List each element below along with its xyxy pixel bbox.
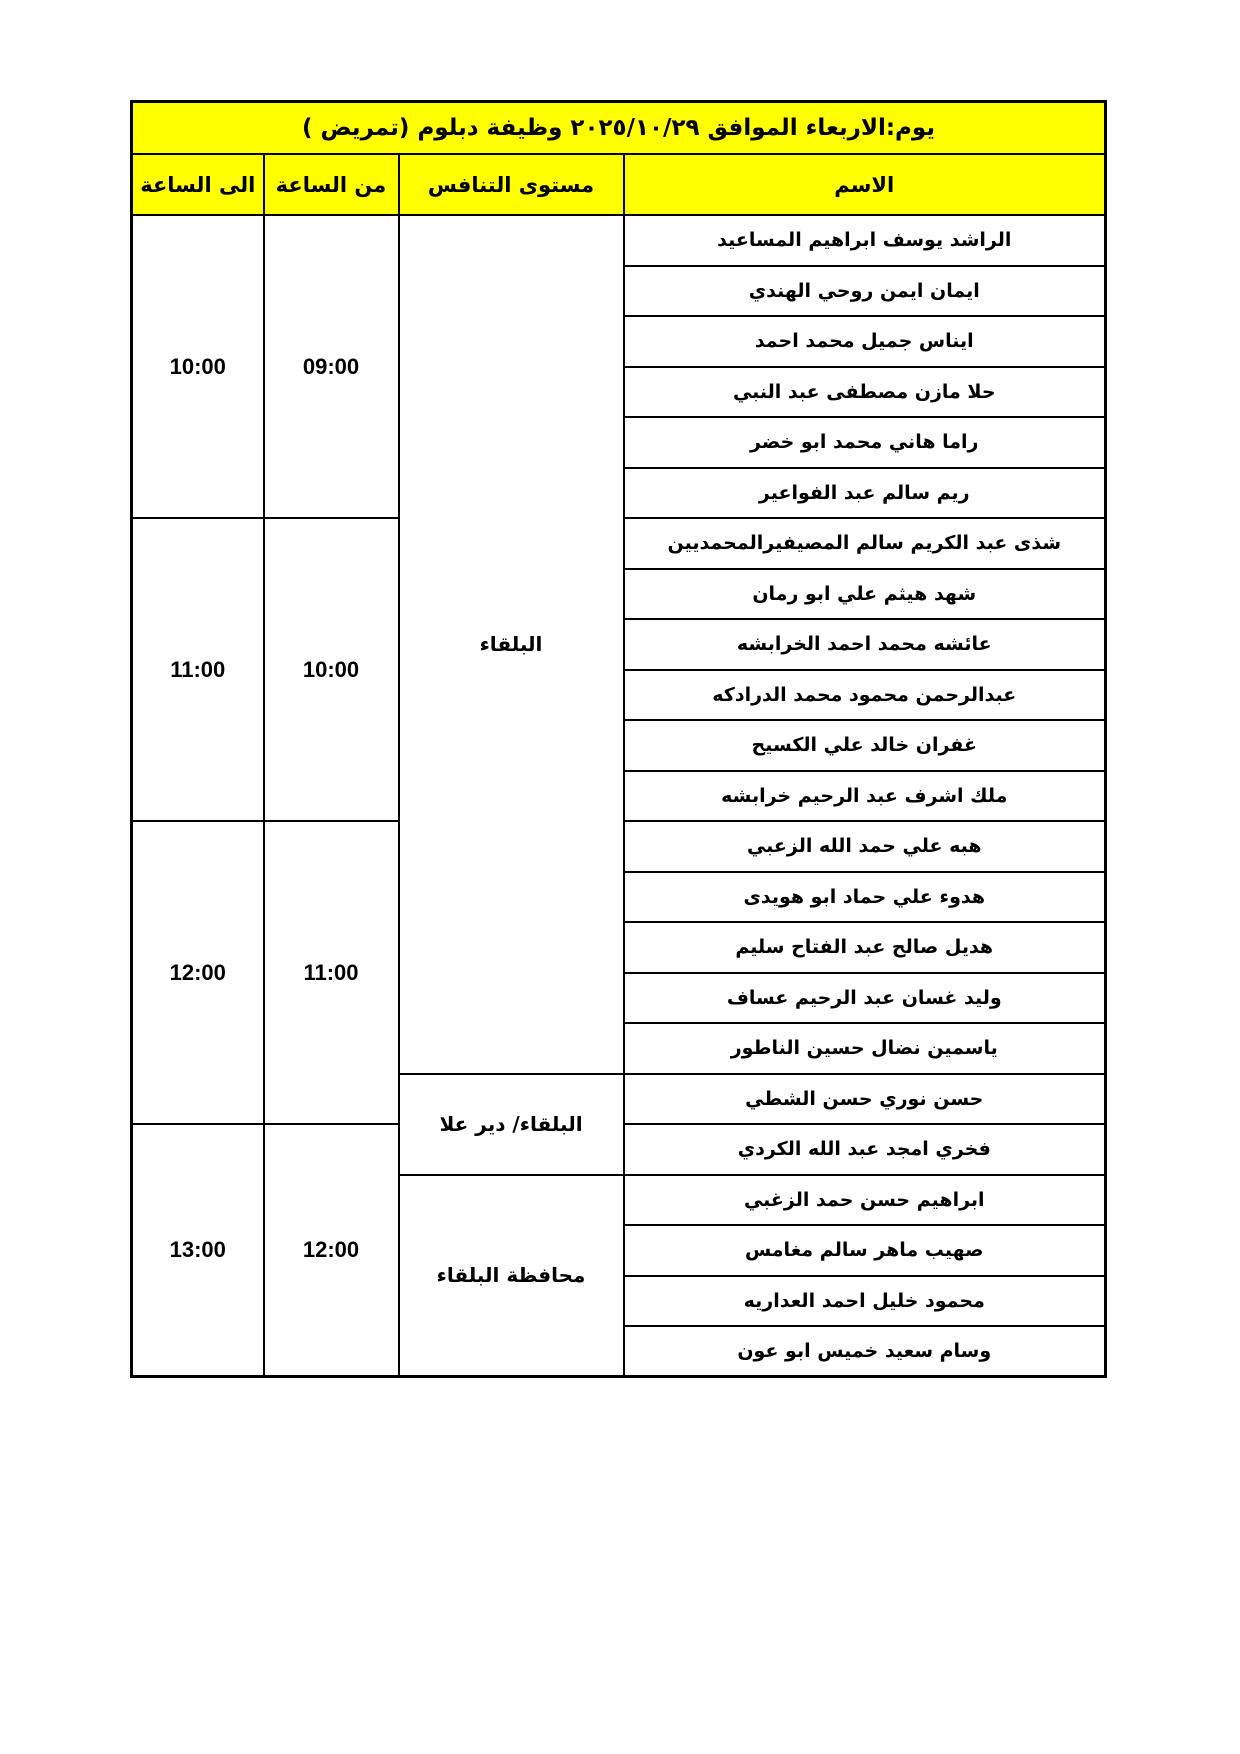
name-cell: شذى عبد الكريم سالم المصيفيرالمحمديين — [624, 518, 1106, 569]
name-cell: هدوء علي حماد ابو هويدى — [624, 872, 1106, 923]
header-row — [132, 154, 1106, 215]
time-from-cell: 12:00 — [264, 1124, 399, 1377]
title-row — [132, 102, 1106, 155]
name-cell: عبدالرحمن محمود محمد الدرادكه — [624, 670, 1106, 721]
level-cell-balqa-gov: محافظة البلقاء — [399, 1175, 624, 1377]
level-cell-balqa: البلقاء — [399, 215, 624, 1074]
name-cell: ياسمين نضال حسين الناطور — [624, 1023, 1106, 1074]
name-cell: محمود خليل احمد العداريه — [624, 1276, 1106, 1327]
name-cell: حلا مازن مصطفى عبد النبي — [624, 367, 1106, 418]
level-cell-balqa-deir-alla: البلقاء/ دير علا — [399, 1074, 624, 1175]
time-from-cell: 09:00 — [264, 215, 399, 518]
schedule-table — [130, 100, 1107, 1378]
time-to-cell: 12:00 — [132, 821, 264, 1124]
name-cell: عائشه محمد احمد الخرابشه — [624, 619, 1106, 670]
name-cell: هبه علي حمد الله الزعبي — [624, 821, 1106, 872]
col-header-name: الاسم — [624, 154, 1106, 215]
name-cell: حسن نوري حسن الشطي — [624, 1074, 1106, 1125]
name-cell: الراشد يوسف ابراهيم المساعيد — [624, 215, 1106, 266]
name-cell: هديل صالح عبد الفتاح سليم — [624, 922, 1106, 973]
name-cell: صهيب ماهر سالم مغامس — [624, 1225, 1106, 1276]
name-cell: شهد هيثم علي ابو رمان — [624, 569, 1106, 620]
name-cell: ايمان ايمن روحي الهندي — [624, 266, 1106, 317]
col-header-level: مستوى التنافس — [399, 154, 624, 215]
time-from-cell: 10:00 — [264, 518, 399, 821]
name-cell: وسام سعيد خميس ابو عون — [624, 1326, 1106, 1377]
time-to-cell: 11:00 — [132, 518, 264, 821]
time-to-cell: 13:00 — [132, 1124, 264, 1377]
col-header-from: من الساعة — [264, 154, 399, 215]
table-row — [132, 215, 1106, 266]
table-title: يوم:الاربعاء الموافق ٢٠٢٥/١٠/٢٩ وظيفة دبلوم (تمريض ) — [132, 102, 1106, 155]
name-cell: ايناس جميل محمد احمد — [624, 316, 1106, 367]
name-cell: ريم سالم عبد الفواعير — [624, 468, 1106, 519]
name-cell: ابراهيم حسن حمد الزغبي — [624, 1175, 1106, 1226]
time-to-cell: 10:00 — [132, 215, 264, 518]
name-cell: غفران خالد علي الكسيح — [624, 720, 1106, 771]
name-cell: راما هاني محمد ابو خضر — [624, 417, 1106, 468]
name-cell: فخري امجد عبد الله الكردي — [624, 1124, 1106, 1175]
time-from-cell: 11:00 — [264, 821, 399, 1124]
name-cell: وليد غسان عبد الرحيم عساف — [624, 973, 1106, 1024]
col-header-to: الى الساعة — [132, 154, 264, 215]
name-cell: ملك اشرف عبد الرحيم خرابشه — [624, 771, 1106, 822]
